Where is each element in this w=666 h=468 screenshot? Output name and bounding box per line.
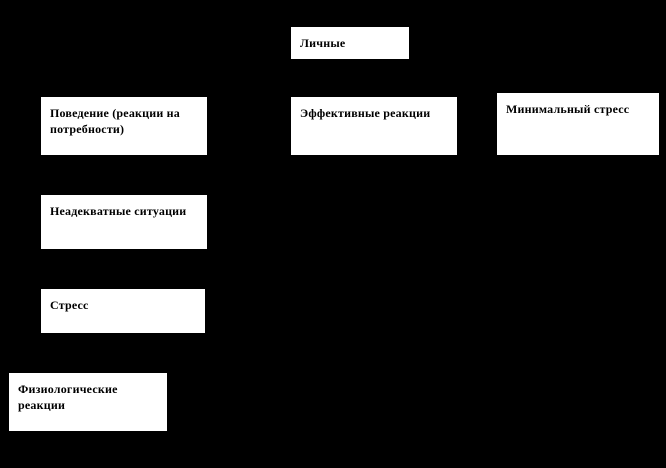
node-label: Поведение (реакции на потребности) [50,106,181,137]
node-inadequate-situations [40,194,208,250]
node-label: Физиологические реакции [18,382,118,413]
node-physiological-reactions [8,372,168,432]
node-label: Личные [300,36,346,50]
node-effective-reactions [290,96,458,156]
node-label: Эффективные реакции [300,106,431,120]
node-stress [40,288,206,334]
node-personal [290,26,410,60]
node-label: Стресс [50,298,89,312]
node-label: Минимальный стресс [506,102,630,116]
node-label: Неадекватные ситуации [50,204,187,218]
node-behavior [40,96,208,156]
node-minimal-stress [496,92,660,156]
